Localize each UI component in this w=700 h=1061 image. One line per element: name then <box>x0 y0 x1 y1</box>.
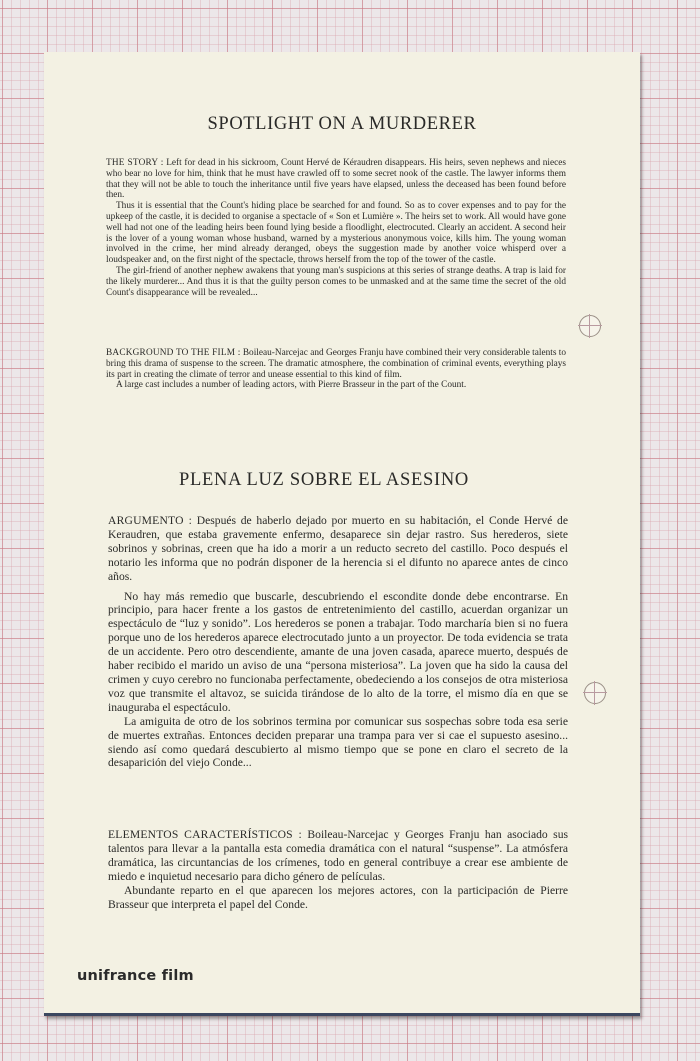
english-story-paragraph-1 <box>106 158 566 201</box>
english-story-paragraph-3: The girl-friend of another nephew awakens that young man's suspicions at this series of strange deaths. A trap is laid for the likely murderer... And thus it is that the guilty person comes to be unmasked and at the same time the secret of the old Count's disappearance will be revealed... <box>106 265 566 298</box>
spanish-elementos-text-1: Boileau-Narcejac y Georges Franju han asociado sus talentos para llevar a la pantalla esta comedia dramática con el natural “suspense”. La atmósfera dramática, las circuntancias de los crímenes, todo en general contribuye a crear ese ambiente de miedo e inquietud necesario para dicho género de películas. <box>108 828 569 883</box>
spanish-elementos-paragraph-1 <box>108 828 568 884</box>
english-background-paragraph-2: A large cast includes a number of leading actors, with Pierre Brasseur in the part of the Count. <box>116 380 467 391</box>
english-story-paragraph-2: Thus it is essential that the Count's hiding place be searched for and found. So as to cover expenses and to pay for the upkeep of the castle, it is decided to organise a spectacle of « Son et Lumière ». The heirs set to work. All would have gone well had not one of the leading heirs been found lying beside a floodlight, electrocuted. Clearly an accident. A second heir is the lover of a young woman whose husband, warned by a mysterious anonymous voice, kills him. The young woman involved in the crime, her mind already deranged, obeys the suggestion made by another voice whisperd over a loudspeaker and, on the first night of the spectacle, throws herself from the top of the tower of the castle. <box>106 201 566 266</box>
english-story-text-1: Left for dead in his sickroom, Count Hervé de Kéraudren disappears. His heirs, seven nephews and nieces who bear no love for him, think that he must have crawled off to some secret nook of the castle. The lawyer informs them that they will not be able to touch the inheritance until five years have elapsed, unless the deceased has been found before then. <box>106 158 566 201</box>
spanish-argumento-paragraph-2: No hay más remedio que buscarle, descubriendo el escondite donde debe encontrarse. En principio, para hacer frente a los gastos de entretenimiento del castillo, acuerdan organizar un espectáculo de “luz y sonido”. Los herederos se ponen a trabajar. Todo marcharía bien si no fuera porque uno de los herederos aparece electrocutado junto a un proyector. De toda evidencia se trata de un accidente. Pero otro descendiente, amante de una joven casada, aparece muerto, después de haber recibido el marido un aviso de una “persona misteriosa”. La joven que ha sido la causa del crimen y cuyo cerebro no funcionaba perfectamente, obedeciendo a los consejos de otra misteriosa voz que transmite el altavoz, se suicida tirándose de lo alto de la torre, el mismo día en que se inauguraba el espectáculo. <box>108 589 568 714</box>
english-background-text-1: Boileau-Narcejac and Georges Franju have combined their very considerable talents to bring this drama of suspense to the screen. The dramatic atmosphere, the combination of criminal events, everything plays its part in creating the climate of terror and unease essential to this kind of film. <box>106 348 567 380</box>
spanish-argumento-paragraph-3: La amiguita de otro de los sobrinos termina por comunicar sus sospechas sobre toda esa serie de muertes extrañas. Entonces deciden preparar una trampa para ver si cae el supuesto asesino... siendo así como quedará descubierto al mismo tiempo que se pone en claro el secreto de la desaparición del viejo Conde... <box>108 714 568 770</box>
spanish-title: PLENA LUZ SOBRE EL ASESINO <box>179 470 469 490</box>
punch-hole-icon <box>584 682 606 704</box>
english-title: SPOTLIGHT ON A MURDERER <box>207 114 477 134</box>
unifrance-logo: unifrance film <box>77 968 194 984</box>
document-sheet <box>44 52 640 1016</box>
english-story-section <box>106 158 566 298</box>
spanish-elementos-paragraph-2: Abundante reparto en el que aparecen los mejores actores, con la participación de Pierre Brasseur que interpreta el papel del Conde. <box>108 883 568 911</box>
spanish-argumento-label: ARGUMENTO : <box>108 514 193 527</box>
english-background-section <box>106 348 566 391</box>
spanish-elementos-section <box>108 828 568 911</box>
english-background-label: BACKGROUND TO THE FILM : <box>106 348 241 358</box>
spanish-argumento-section <box>108 514 568 770</box>
english-background-paragraph-1 <box>106 348 566 380</box>
spanish-elementos-label: ELEMENTOS CARACTERÍSTICOS : <box>108 828 302 841</box>
spanish-argumento-paragraph-1 <box>108 514 568 584</box>
punch-hole-icon <box>579 315 601 337</box>
english-story-label: THE STORY : <box>106 158 164 168</box>
spanish-argumento-text-1: Después de haberlo dejado por muerto en su habitación, el Conde Hervé de Keraudren, que estaba gravemente enfermo, desaparece sin dejar rastro. Sus herederos, siete sobrinos y sobrinas, creen que ha ido a morir a un reducto secreto del castillo. Poco después el notario les informa que no podrán disponer de la herencia si el difunto no aparece antes de cinco años. <box>108 514 568 583</box>
